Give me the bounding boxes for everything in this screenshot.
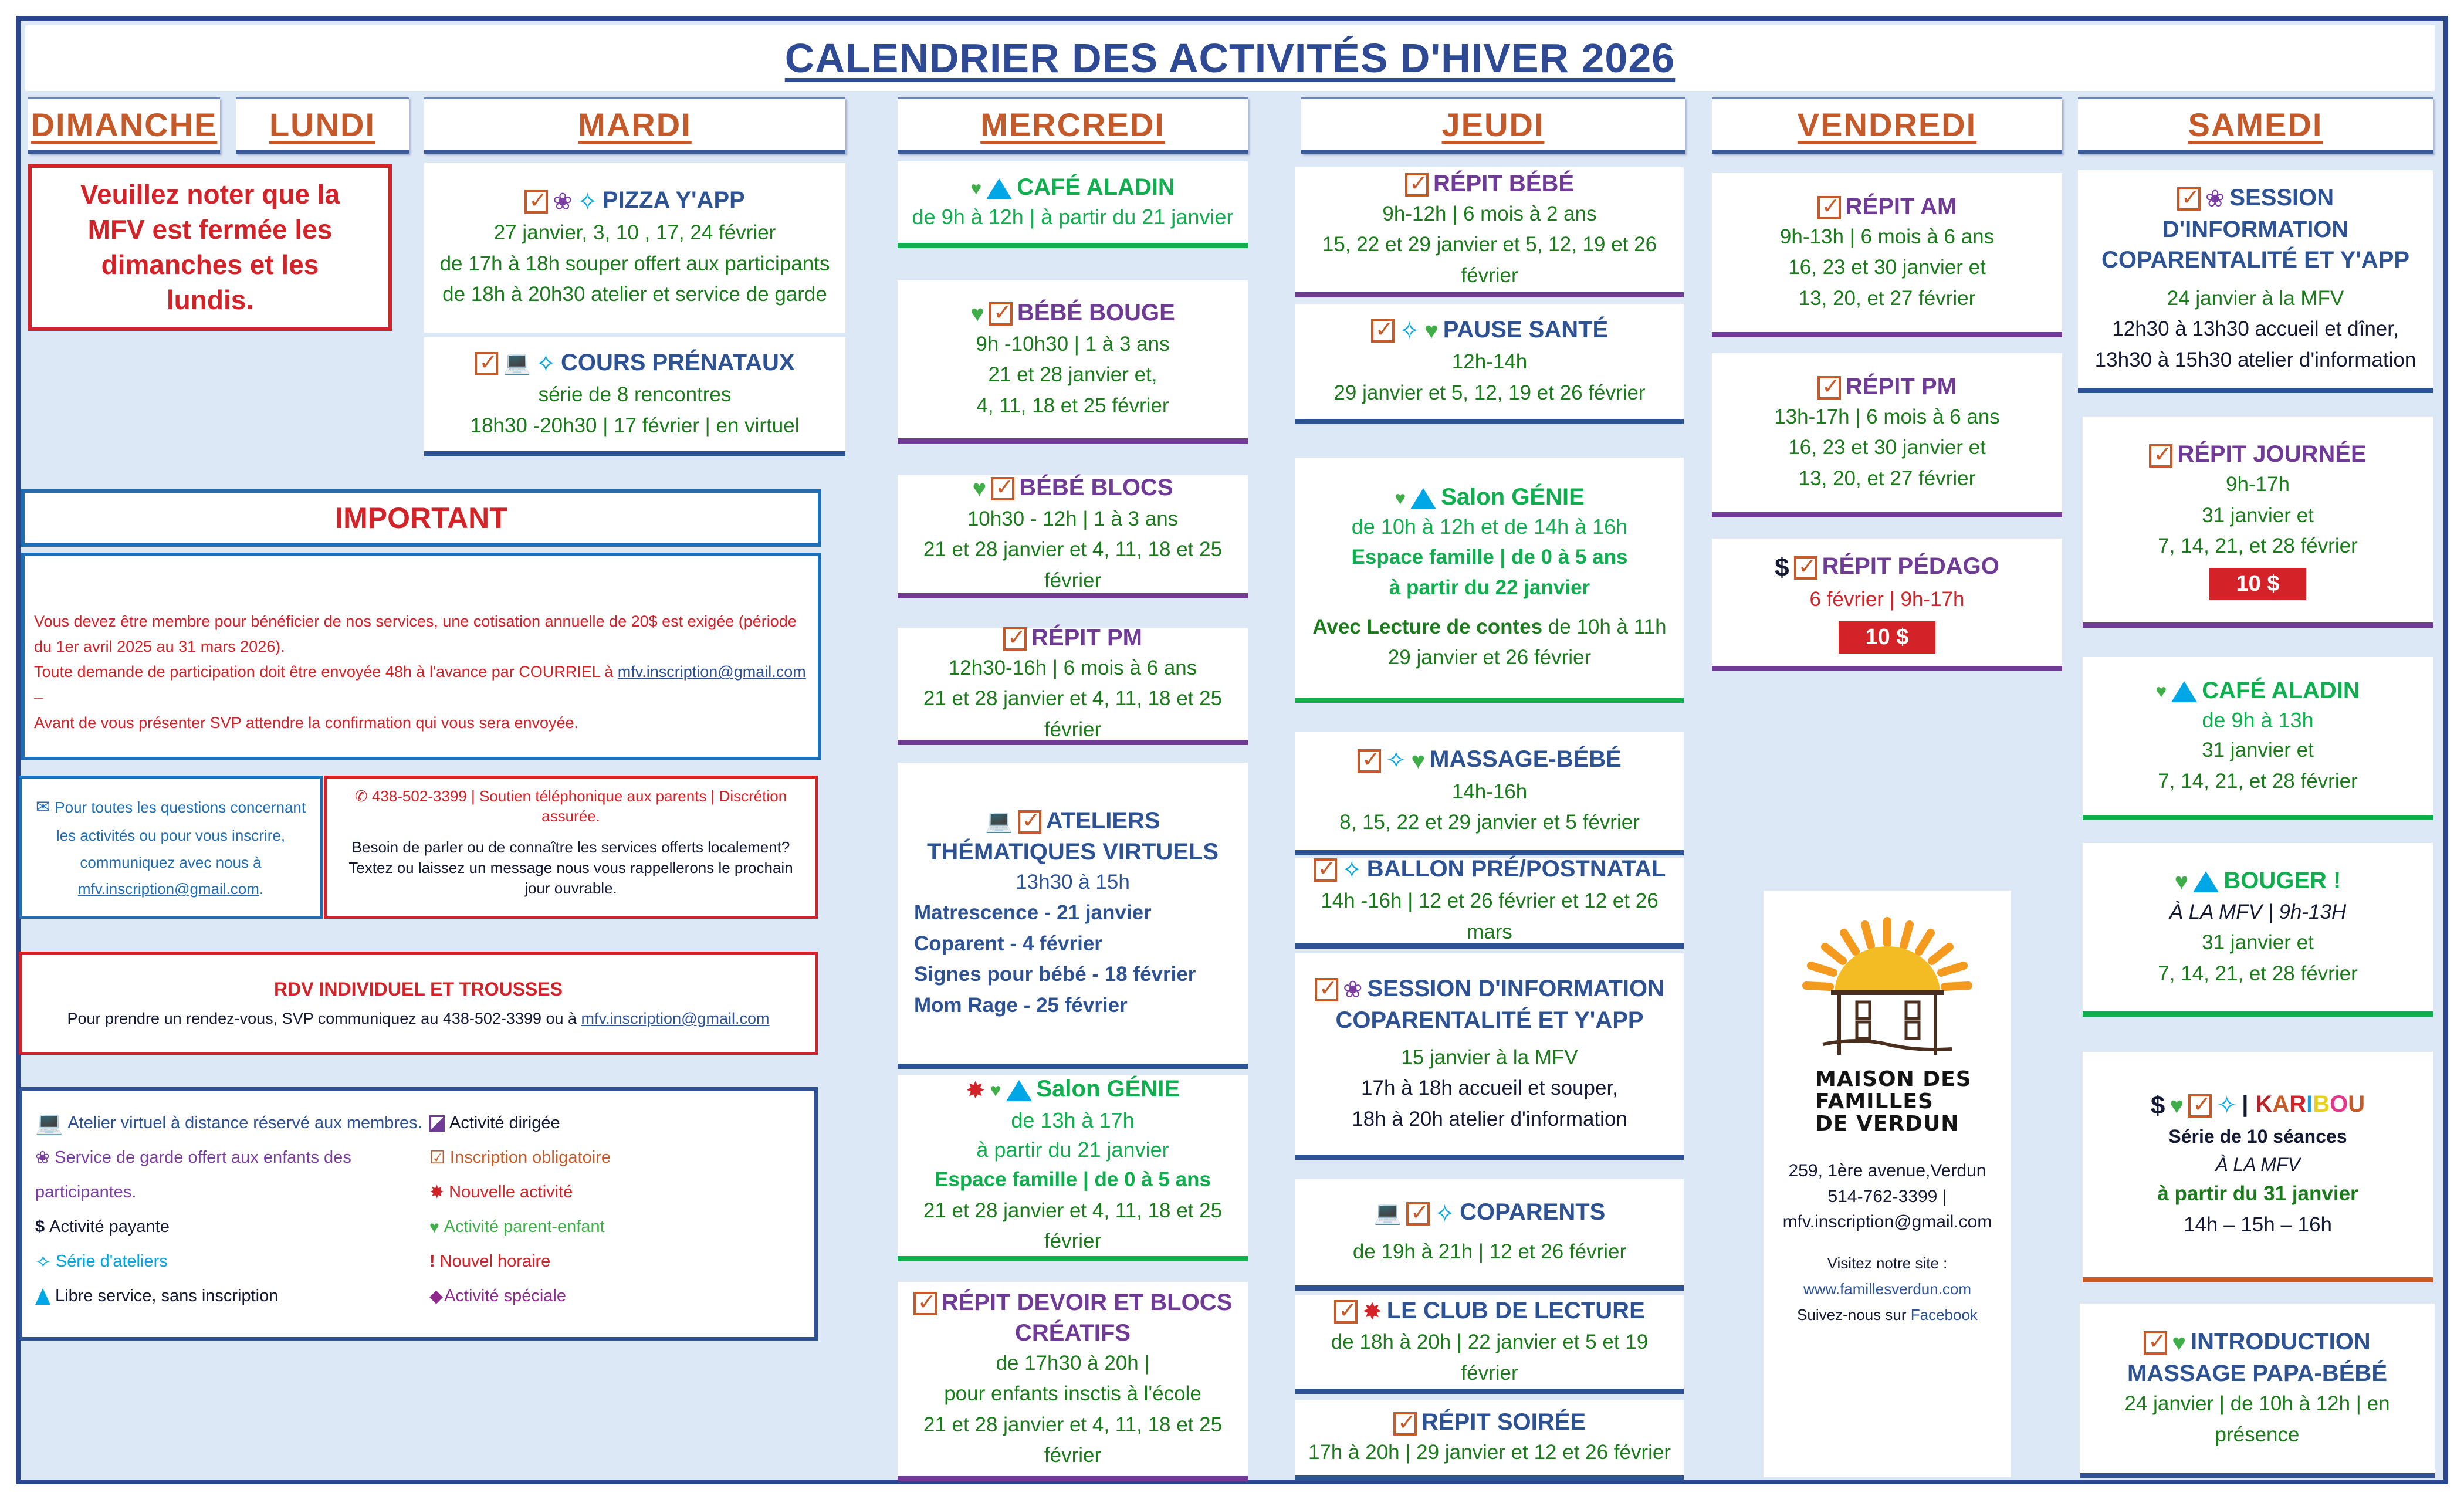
request-text: Toute demande de participation doit être envoyée 48h à l'avance par COURRIEL à xyxy=(34,663,618,681)
event-detail: 9h -10h30 | 1 à 3 ans xyxy=(976,332,1170,356)
checkbox-icon xyxy=(1406,1202,1430,1226)
event-title: MASSAGE-BÉBÉ xyxy=(1430,746,1622,773)
event-detail: 18h à 20h atelier d'information xyxy=(1352,1107,1627,1131)
event-dates: 15, 22 et 29 janvier et 5, 12, 19 et 26 février xyxy=(1322,233,1657,287)
legend-item xyxy=(35,1175,429,1210)
event-title: RÉPIT PM xyxy=(1846,373,1957,400)
event-detail: 12h30 à 13h30 accueil et dîner, xyxy=(2112,317,2399,341)
event-detail: 17h à 18h accueil et souper, xyxy=(1361,1077,1618,1100)
event-detail: 9h-17h xyxy=(2226,473,2290,496)
legend-label: Activité spéciale xyxy=(444,1287,567,1305)
event-dates: 31 janvier et xyxy=(2202,739,2314,762)
story-time-label: Avec Lecture de contes xyxy=(1312,615,1543,638)
legend-label: Atelier virtuel à distance réservé aux membres. xyxy=(67,1113,422,1132)
event-card-bouger[interactable] xyxy=(2083,843,2433,1017)
phone: 514-762-3399 | xyxy=(1827,1186,1947,1206)
legend-label: participantes. xyxy=(35,1183,137,1201)
event-title: RÉPIT PÉDAGO xyxy=(1822,553,1999,580)
legend-label: Série d'ateliers xyxy=(55,1252,168,1271)
event-card-ballon[interactable] xyxy=(1295,855,1684,949)
event-dates: 7, 14, 21, et 28 février xyxy=(2158,769,2358,793)
triangle-icon xyxy=(2171,681,2197,702)
event-detail: série de 8 rencontres xyxy=(538,383,732,407)
heart-icon: ♥ xyxy=(990,1079,1001,1101)
event-detail: à partir du 22 janvier xyxy=(1389,576,1590,600)
event-detail: de 17h à 18h souper offert aux participants xyxy=(439,252,830,275)
heart-icon: ♥ xyxy=(1424,318,1439,344)
event-detail: 18h30 -20h30 | 17 février | en virtuel xyxy=(470,414,800,437)
legend-item xyxy=(35,1140,429,1175)
day-label: VENDREDI xyxy=(1797,106,1977,143)
email-link[interactable]: mfv.inscription@gmail.com xyxy=(617,663,806,681)
story-time xyxy=(1312,612,1666,643)
heart-icon: ♥ xyxy=(429,1217,439,1236)
event-dates: 21 et 28 janvier et 4, 11, 18 et 25 février xyxy=(923,1199,1223,1253)
address: 259, 1ère avenue,Verdun xyxy=(1788,1161,1986,1181)
event-detail: de 10h à 12h et de 14h à 16h xyxy=(1351,515,1628,539)
legend-label: Activité parent-enfant xyxy=(444,1217,605,1236)
day-label: JEUDI xyxy=(1441,106,1545,143)
dollar-icon: $ xyxy=(2150,1091,2165,1120)
checkbox-icon xyxy=(524,190,548,214)
four-point-star-icon: ✧ xyxy=(35,1251,51,1272)
legend-item xyxy=(429,1175,611,1210)
event-detail: 12h30-16h | 6 mois à 6 ans xyxy=(948,656,1197,679)
website-info xyxy=(1764,1250,2011,1328)
event-card-pause-sante[interactable] xyxy=(1295,304,1684,424)
event-dates: 13, 20, et 27 février xyxy=(1798,286,1976,310)
event-title: COPARENTS xyxy=(1460,1199,1606,1226)
event-detail: de 17h30 à 20h | xyxy=(996,1351,1150,1375)
checkbox-icon xyxy=(1405,173,1429,197)
event-title: RÉPIT BÉBÉ xyxy=(1433,170,1575,197)
karibou-letter: I xyxy=(2306,1091,2313,1118)
rdv-title: RDV INDIVIDUEL ET TROUSSES xyxy=(274,979,563,1000)
event-card-coparents[interactable] xyxy=(1295,1179,1684,1291)
event-card-pizza-yapp[interactable] xyxy=(424,163,845,333)
four-point-star-icon: ✧ xyxy=(577,187,598,215)
event-dates: 29 janvier et 5, 12, 19 et 26 février xyxy=(1333,381,1646,404)
event-card-repit-journee[interactable] xyxy=(2083,417,2433,628)
triangle-icon xyxy=(35,1288,50,1305)
event-detail: de 13h à 17h xyxy=(1011,1108,1135,1132)
karibou-letter: O xyxy=(2330,1091,2348,1118)
checkbox-icon xyxy=(1334,1300,1358,1324)
checkbox-icon xyxy=(2144,1331,2167,1355)
event-card-session-info-sat[interactable] xyxy=(2078,170,2433,393)
legend-item xyxy=(429,1210,611,1244)
event-detail: pour enfants insctis à l'école xyxy=(944,1382,1201,1405)
event-title: Salon GÉNIE xyxy=(1441,484,1585,510)
checkbox-icon xyxy=(913,1292,937,1315)
event-detail: À LA MFV | 9h-13H xyxy=(2169,900,2347,923)
day-header-monday xyxy=(236,97,409,154)
four-point-star-icon: ✧ xyxy=(1341,855,1362,884)
triangle-icon xyxy=(2193,871,2219,892)
checkbox-icon xyxy=(1393,1412,1417,1436)
organization-logo-icon xyxy=(1799,914,1975,1061)
legend-label: Nouvel horaire xyxy=(439,1252,551,1271)
event-dates: 21 et 28 janvier et, xyxy=(988,363,1157,387)
legend-item xyxy=(35,1106,429,1140)
event-detail: de 19h à 21h | 12 et 26 février xyxy=(1352,1240,1627,1264)
checkbox-icon xyxy=(1315,978,1338,1001)
event-card-repit-pm-fri[interactable] xyxy=(1712,353,2062,517)
checkbox-icon xyxy=(989,302,1013,326)
event-title: PIZZA Y'APP xyxy=(602,187,745,214)
envelope-icon: ✉ xyxy=(35,797,51,817)
legend-item xyxy=(429,1106,611,1140)
triangle-icon xyxy=(986,178,1012,199)
event-detail: Espace famille | de 0 à 5 ans xyxy=(935,1168,1211,1192)
event-title: SESSION D'INFORMATION COPARENTALITÉ ET Y'APP xyxy=(1335,975,1665,1033)
event-detail: 14h-16h xyxy=(1451,780,1528,803)
event-title: BALLON PRÉ/POSTNATAL xyxy=(1366,855,1666,882)
event-title: BÉBÉ BOUGE xyxy=(1017,299,1175,326)
flower-icon: ❀ xyxy=(553,188,573,215)
day-header-saturday xyxy=(2078,97,2433,154)
event-card-repit-pm[interactable] xyxy=(898,624,1248,745)
legend-item xyxy=(35,1279,429,1314)
day-label: MERCREDI xyxy=(980,106,1165,143)
burst-icon: ✸ xyxy=(1362,1299,1382,1325)
event-title: ATELIERS THÉMATIQUES VIRTUELS xyxy=(926,807,1219,865)
membership-notice: Vous devez être membre pour bénéficier de nos services, une cotisation annuelle de 20$ est exigée (période du 1er avril 2025 au 31 mars 2026). xyxy=(34,612,797,656)
event-card-club-lecture[interactable] xyxy=(1295,1295,1684,1394)
triangle-icon xyxy=(1006,1080,1032,1101)
day-header-friday xyxy=(1712,97,2062,154)
event-dates: 29 janvier et 26 février xyxy=(1387,646,1592,669)
heart-icon: ♥ xyxy=(2174,868,2189,895)
event-dates: 4, 11, 18 et 25 février xyxy=(976,394,1169,417)
burst-icon: ✸ xyxy=(429,1182,445,1202)
rdv-text xyxy=(67,1010,769,1028)
event-card-salon-genie-thu[interactable] xyxy=(1295,458,1684,703)
day-header-tuesday xyxy=(424,97,845,154)
karibou-letter: B xyxy=(2313,1091,2330,1118)
checkbox-icon xyxy=(1371,319,1395,343)
heart-icon: ♥ xyxy=(970,177,982,199)
website-link[interactable]: www.famillesverdun.com xyxy=(1803,1280,1972,1298)
four-point-star-icon: ✧ xyxy=(1386,746,1407,774)
phone-icon: ✆ xyxy=(354,787,368,805)
event-title: RÉPIT PM xyxy=(1031,624,1142,651)
closed-notice xyxy=(28,164,392,331)
legend-label: Activité payante xyxy=(49,1217,170,1236)
dollar-icon: $ xyxy=(1775,553,1789,583)
event-detail: à partir du 21 janvier xyxy=(976,1137,1169,1162)
event-detail: 13h30 à 15h30 atelier d'information xyxy=(2094,348,2416,371)
event-detail: 9h-13h | 6 mois à 6 ans xyxy=(1779,225,1995,248)
exclamation-icon: ! xyxy=(429,1252,435,1271)
rdv-body: Pour prendre un rendez-vous, SVP communiquez au 438-502-3399 ou à xyxy=(67,1010,581,1027)
heart-icon: ♥ xyxy=(1411,747,1426,774)
facebook-link[interactable]: Facebook xyxy=(1910,1306,1978,1324)
event-card-repit-pedago[interactable] xyxy=(1712,539,2062,671)
event-dates: 7, 14, 21, et 28 février xyxy=(2158,962,2358,985)
diamond-icon: ◆ xyxy=(429,1286,444,1306)
karibou-letter: U xyxy=(2348,1091,2365,1118)
important-title: IMPORTANT xyxy=(335,502,507,534)
checkbox-icon xyxy=(1358,749,1381,773)
event-card-cafe-aladin[interactable] xyxy=(898,161,1248,248)
checkbox-icon xyxy=(2177,187,2201,211)
laptop-icon: 💻 xyxy=(1373,1201,1402,1226)
karibou-letter: A xyxy=(2272,1091,2290,1118)
event-title: CAFÉ ALADIN xyxy=(1017,174,1175,201)
story-time-hours: de 10h à 11h xyxy=(1542,615,1667,638)
heart-icon: ♥ xyxy=(970,300,984,327)
checkbox-icon: ☑ xyxy=(429,1148,445,1167)
confirmation-notice: Avant de vous présenter SVP attendre la confirmation qui vous sera envoyée. xyxy=(34,713,579,732)
event-detail: de 18h à 20h30 atelier et service de garde xyxy=(442,283,827,306)
legend-label: Service de garde offert aux enfants des xyxy=(55,1148,351,1167)
event-detail: 13h30 à 15h xyxy=(1016,870,1130,893)
event-detail: 12h-14h xyxy=(1451,350,1528,374)
event-card-repit-soiree[interactable] xyxy=(1295,1400,1684,1481)
heart-icon: ♥ xyxy=(1395,487,1406,509)
contact-questions-box xyxy=(19,776,323,919)
event-detail: 14h – 15h – 16h xyxy=(2183,1213,2332,1236)
event-title: Salon GÉNIE xyxy=(1036,1076,1180,1102)
rdv-box xyxy=(19,952,818,1055)
legend-label: Inscription obligatoire xyxy=(449,1148,611,1167)
legend-item xyxy=(429,1279,611,1314)
legend xyxy=(19,1087,818,1341)
event-card-massage-bebe[interactable] xyxy=(1295,732,1684,855)
workshop-item: Coparent - 4 février xyxy=(914,932,1102,955)
checkbox-icon xyxy=(1018,810,1041,834)
flower-icon: ❀ xyxy=(35,1148,50,1167)
laptop-icon: 💻 xyxy=(35,1111,63,1136)
period: . xyxy=(259,880,264,898)
contact-questions-text xyxy=(28,792,314,903)
event-title: SESSION D'INFORMATION COPARENTALITÉ ET Y'APP xyxy=(2101,184,2410,273)
event-title: RÉPIT JOURNÉE xyxy=(2177,441,2367,468)
event-detail: 24 janvier | de 10h à 12h | en présence xyxy=(2124,1392,2390,1446)
event-title: RÉPIT DEVOIR ET BLOCS CRÉATIFS xyxy=(941,1289,1233,1346)
checkbox-icon xyxy=(1817,376,1841,400)
event-card-repit-am[interactable] xyxy=(1712,173,2062,337)
legend-item xyxy=(35,1244,429,1279)
heart-icon: ♥ xyxy=(2169,1092,2184,1119)
day-label: LUNDI xyxy=(269,106,376,143)
closed-notice-text: Veuillez noter que la MFV est fermée les dimanches et les lundis. xyxy=(80,179,340,315)
event-detail: 15 janvier à la MFV xyxy=(1401,1045,1578,1069)
page-title: CALENDRIER DES ACTIVITÉS D'HIVER 2026 xyxy=(784,35,1676,81)
event-card-repit-devoir[interactable] xyxy=(898,1282,1248,1481)
event-detail: de 18h à 20h | 22 janvier et 5 et 19 février xyxy=(1331,1331,1649,1385)
half-square-icon xyxy=(429,1115,445,1132)
event-card-ateliers-thematiques[interactable] xyxy=(898,763,1248,1069)
event-dates: 31 janvier et xyxy=(2202,931,2314,955)
four-point-star-icon: ✧ xyxy=(1434,1199,1456,1227)
four-point-star-icon: ✧ xyxy=(535,349,556,377)
event-detail: À LA MFV xyxy=(2215,1154,2300,1176)
event-detail: 17h à 20h | 29 janvier et 12 et 26 février xyxy=(1308,1441,1671,1464)
title-bar xyxy=(25,25,2435,91)
workshop-list xyxy=(906,898,1196,1021)
checkbox-icon xyxy=(1817,196,1841,219)
legend-label: Activité dirigée xyxy=(449,1113,560,1132)
event-card-repit-bebe[interactable] xyxy=(1295,167,1684,297)
heart-icon: ♥ xyxy=(2155,681,2167,702)
burst-icon: ✸ xyxy=(965,1077,986,1104)
event-dates: 16, 23 et 30 janvier et xyxy=(1788,436,1986,459)
event-card-salon-genie-wed[interactable] xyxy=(898,1075,1248,1261)
checkbox-icon xyxy=(475,352,498,375)
event-dates: 7, 14, 21, et 28 février xyxy=(2158,534,2358,558)
event-title: BOUGER ! xyxy=(2223,867,2341,893)
four-point-star-icon: ✧ xyxy=(2216,1091,2238,1119)
workshop-item: Signes pour bébé - 18 février xyxy=(914,963,1196,986)
phone-support-detail: Besoin de parler ou de connaître les services offerts localement? Textez ou laissez un message nous vous rappellerons le prochain jour ouvrable. xyxy=(348,838,793,897)
event-title: CAFÉ ALADIN xyxy=(2202,677,2360,703)
event-detail: à partir du 31 janvier xyxy=(2157,1182,2358,1206)
flower-icon: ❀ xyxy=(1342,976,1363,1003)
day-label: SAMEDI xyxy=(2188,106,2323,143)
checkbox-icon xyxy=(991,477,1014,500)
event-card-karibou[interactable]: $ ♥ ✓ ✧ | KARIBOU Série de 10 séances À LA MFV à partir du 31 janvier 14h – 15h – 16h xyxy=(2083,1052,2433,1282)
event-title: INTRODUCTION MASSAGE PAPA-BÉBÉ xyxy=(2127,1328,2387,1387)
day-label: DIMANCHE xyxy=(31,106,218,143)
important-body xyxy=(21,553,821,760)
karibou-letter: K xyxy=(2255,1091,2273,1118)
legend-item xyxy=(429,1244,611,1279)
event-card-cafe-aladin-sat[interactable] xyxy=(2083,657,2433,820)
event-detail: Espace famille | de 0 à 5 ans xyxy=(1351,545,1628,568)
event-dates: 16, 23 et 30 janvier et xyxy=(1788,256,1986,279)
phone-support-text: 438-502-3399 | Soutien téléphonique aux parents | Discrétion assurée. xyxy=(371,787,787,825)
event-title: RÉPIT AM xyxy=(1845,193,1957,219)
event-detail: 14h -16h | 12 et 26 février et 12 et 26 mars xyxy=(1321,889,1659,943)
karibou-letter: R xyxy=(2289,1091,2307,1118)
heart-icon: ♥ xyxy=(972,475,987,502)
triangle-icon xyxy=(1410,488,1436,509)
phone-support-box xyxy=(324,776,818,919)
email[interactable]: mfv.inscription@gmail.com xyxy=(1782,1212,1992,1232)
important-header xyxy=(21,489,821,547)
workshop-item: Mom Rage - 25 février xyxy=(914,993,1128,1017)
event-detail: 24 janvier à la MFV xyxy=(2167,286,2344,310)
four-point-star-icon: ✧ xyxy=(1399,316,1420,344)
dollar-icon: $ xyxy=(35,1217,45,1236)
event-dates: 27 janvier, 3, 10 , 17, 24 février xyxy=(493,221,776,245)
checkbox-icon xyxy=(2188,1094,2212,1118)
event-card-bebe-blocs[interactable] xyxy=(898,475,1248,598)
event-dates: 8, 15, 22 et 29 janvier et 5 février xyxy=(1339,811,1640,834)
checkbox-icon xyxy=(1794,556,1817,580)
event-card-cours-prenataux[interactable] xyxy=(424,337,845,456)
event-title: BÉBÉ BLOCS xyxy=(1019,474,1173,500)
organization-card xyxy=(1764,891,2011,1477)
workshop-item: Matrescence - 21 janvier xyxy=(914,901,1152,925)
price-badge: 10 $ xyxy=(1839,621,1935,654)
laptop-icon: 💻 xyxy=(503,351,531,376)
event-title: COURS PRÉNATAUX xyxy=(560,349,795,375)
day-label: MARDI xyxy=(578,106,692,143)
event-dates: 21 et 28 janvier et 4, 11, 18 et 25 février xyxy=(923,538,1223,592)
organization-contact xyxy=(1764,1158,2011,1235)
follow-label: Suivez-nous sur xyxy=(1797,1306,1911,1324)
dash: – xyxy=(34,688,43,706)
event-dates: 13, 20, et 27 février xyxy=(1798,466,1976,490)
email-link[interactable]: mfv.inscription@gmail.com xyxy=(77,880,259,898)
organization-name xyxy=(1764,1068,2011,1135)
event-detail: de 9h à 13h xyxy=(2202,708,2314,732)
event-detail: 13h-17h | 6 mois à 6 ans xyxy=(1774,405,2000,428)
event-title: LE CLUB DE LECTURE xyxy=(1386,1297,1645,1324)
event-detail: 6 février | 9h-17h xyxy=(1809,588,1965,611)
day-header-wednesday xyxy=(898,97,1248,154)
event-title: PAUSE SANTÉ xyxy=(1443,316,1609,343)
event-card-bebe-bouge[interactable] xyxy=(898,280,1248,444)
legend-label: Nouvelle activité xyxy=(449,1183,573,1201)
heart-icon: ♥ xyxy=(2172,1330,2187,1356)
price-badge: 10 $ xyxy=(2209,568,2306,600)
org-name-line: MAISON DES xyxy=(1815,1067,1972,1091)
day-header-thursday xyxy=(1301,97,1685,154)
org-name-line: DE VERDUN xyxy=(1815,1111,1959,1136)
request-notice xyxy=(34,659,808,710)
event-detail: 9h-12h | 6 mois à 2 ans xyxy=(1382,202,1597,225)
contact-text: Pour toutes les questions concernant les activités ou pour vous inscrire, communiquez avec nous à xyxy=(55,798,306,871)
flower-icon: ❀ xyxy=(2205,185,2225,212)
checkbox-icon xyxy=(1003,627,1027,651)
org-name-line: FAMILLES xyxy=(1815,1089,1934,1113)
checkbox-icon xyxy=(2149,444,2172,468)
event-dates: 31 janvier et xyxy=(2202,503,2314,527)
checkbox-icon xyxy=(1314,858,1337,882)
follow-line xyxy=(1764,1302,2011,1328)
event-detail: 10h30 - 12h | 1 à 3 ans xyxy=(967,507,1179,530)
event-card-session-info-thu[interactable] xyxy=(1295,953,1684,1160)
email-link[interactable]: mfv.inscription@gmail.com xyxy=(581,1010,770,1027)
visit-label: Visitez notre site : xyxy=(1827,1254,1948,1272)
legend-item xyxy=(429,1140,611,1175)
day-header-sunday xyxy=(28,97,220,154)
event-card-massage-papa[interactable] xyxy=(2080,1304,2435,1478)
event-detail: de 9h à 12h | à partir du 21 janvier xyxy=(912,205,1234,229)
legend-item xyxy=(35,1210,429,1244)
event-dates: 21 et 28 janvier et 4, 11, 18 et 25 février xyxy=(923,1413,1223,1467)
event-detail: Série de 10 séances xyxy=(2168,1126,2347,1148)
event-dates: 21 et 28 janvier et 4, 11, 18 et 25 février xyxy=(923,687,1223,741)
event-title: RÉPIT SOIRÉE xyxy=(1421,1409,1586,1436)
legend-label: Libre service, sans inscription xyxy=(55,1287,279,1305)
laptop-icon: 💻 xyxy=(985,809,1013,834)
